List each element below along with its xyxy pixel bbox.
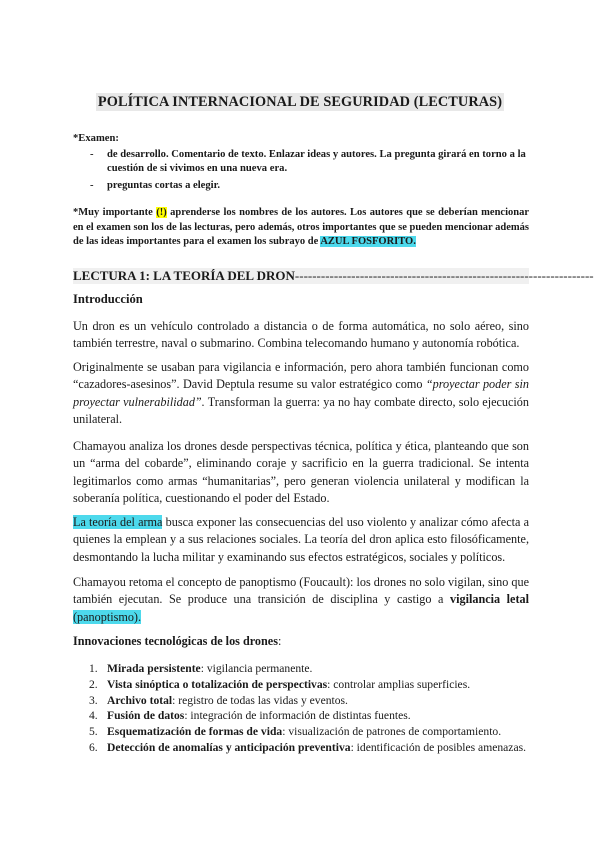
innovations-list xyxy=(73,661,529,756)
list-item xyxy=(73,148,533,176)
list-item: 5. Esquematización de formas de vida: visualización de patrones de comportamiento. xyxy=(89,725,502,739)
list-dash: - xyxy=(90,149,94,160)
list-item: 6. Detección de anomalías y anticipación preventiva: identificación de posibles amenazas. xyxy=(89,740,527,754)
highlight-yellow: (!) xyxy=(156,207,167,218)
quote-italic: “proyectar poder sin proyectar vulnerabilidad”. xyxy=(73,377,529,409)
paragraph: Un dron es un vehículo controlado a distancia o de forma automática, no solo aéreo, sino también terrestre, naval o submarino. Combina telecomando humano y autonomía robótica. xyxy=(73,319,529,351)
exam-heading: *Examen: xyxy=(73,133,119,144)
section-heading: LECTURA 1: LA TEORÍA DEL DRON--------------------------------------------------------------------- xyxy=(73,268,594,283)
list-item-text: preguntas cortas a elegir. xyxy=(107,180,220,191)
important-note: *Muy importante (!) aprenderse los nombres de los autores. Los autores que se deberían mencionar en el examen son los de las lecturas, pero además, otros importantes que se pueden mencionar además de las ideas importantes para el examen los subrayo de AZUL FOSFORITO. xyxy=(73,207,529,248)
paragraph: Chamayou retoma el concepto de panoptismo (Foucault): los drones no solo vigilan, sino que también ejecutan. Se produce una transición de disciplina y castigo a vigilancia letal (panoptismo). xyxy=(73,575,529,624)
paragraph: La teoría del arma busca exponer las consecuencias del uso violento y analizar cómo afecta a quienes la emplean y a sus relaciones sociales. La teoría del dron aplica esto filosóficamente, desmontando la lucha militar y examinando sus efectos estratégicos, sociales y políticos. xyxy=(73,515,530,564)
highlight-cyan: AZUL FOSFORITO. xyxy=(320,236,416,248)
innovations-heading: Innovaciones tecnológicas de los drones: xyxy=(73,634,282,648)
exam-block xyxy=(73,132,533,196)
list-item-text: de desarrollo. Comentario de texto. Enlazar ideas y autores. La pregunta girará en torno a la cuestión de si vivimos en una nueva era. xyxy=(107,149,526,174)
dashed-rule: --------------------------------------------------------------------- xyxy=(294,268,594,283)
highlight-cyan: (panoptismo). xyxy=(73,609,142,624)
document-title: POLÍTICA INTERNACIONAL DE SEGURIDAD (LECTURAS) xyxy=(97,94,503,110)
list-item: 1. Mirada persistente: vigilancia permanente. xyxy=(89,662,313,675)
bold-term: vigilancia letal xyxy=(450,592,529,607)
exam-list xyxy=(73,148,533,193)
list-item: 2. Vista sinóptica o totalización de perspectivas: controlar amplias superficies. xyxy=(89,677,471,691)
list-dash: - xyxy=(90,180,94,191)
subheading-introduccion: Introducción xyxy=(73,292,143,306)
list-item: 4. Fusión de datos: integración de información de distintas fuentes. xyxy=(89,709,411,723)
list-item: 3. Archivo total: registro de todas las vidas y eventos. xyxy=(89,693,348,707)
list-item xyxy=(73,179,533,193)
highlight-cyan: La teoría del arma xyxy=(73,515,163,529)
paragraph: Chamayou analiza los drones desde perspectivas técnica, política y ética, planteando que son un “arma del cobarde”, eliminando coraje y sacrificio en la guerra tradicional. Se intenta legitimarlos como armas “humanitarias”, pero generan violencia unilateral y modifican la soberanía política, cuestionando el poder del Estado. xyxy=(73,439,529,505)
paragraph: Originalmente se usaban para vigilancia e información, pero ahora también funcionan como “cazadores-asesinos”. David Deptula resume su valor estratégico como “proyectar poder sin proyectar vulnerabilidad”. Transforman la guerra: ya no hay combate directo, solo ejecución unilateral. xyxy=(73,360,529,426)
